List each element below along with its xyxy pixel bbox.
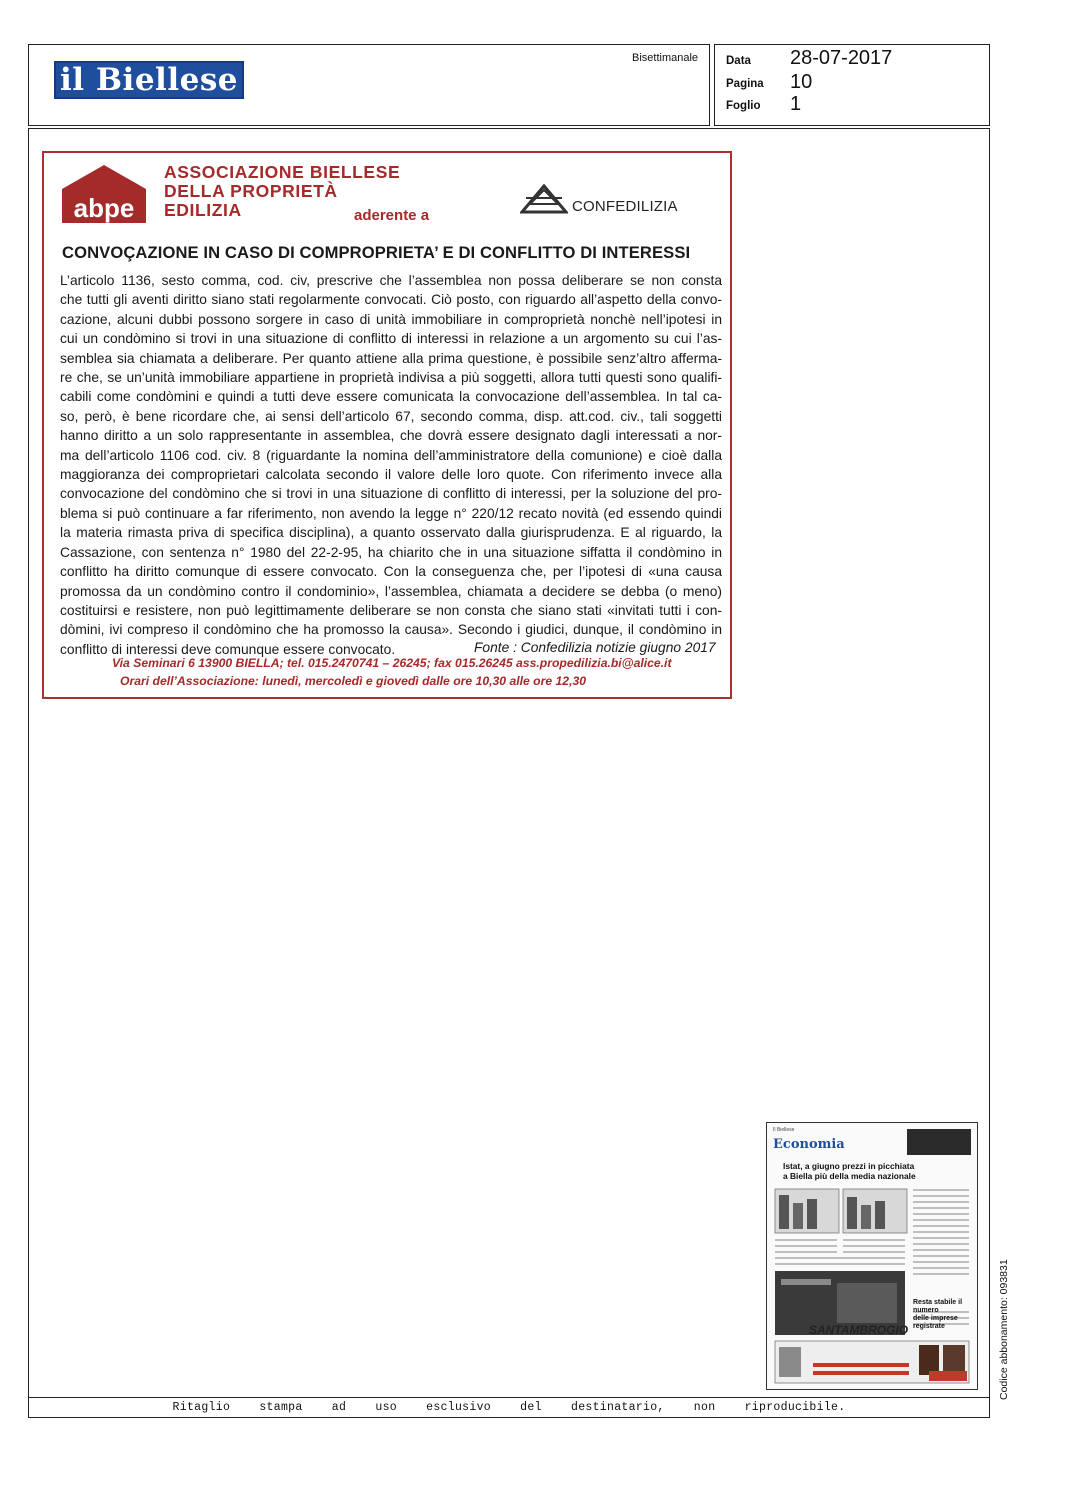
article-line: ma dell’articolo 1106 cod. civ. 8 (riguardante la nomina dell’amministratore della comunione) e cioè dalla	[60, 447, 722, 463]
thumbnail-layout-graphic	[773, 1185, 973, 1385]
article-title: CONVOÇAZIONE IN CASO DI COMPROPRIETA’ E DI CONFLITTO DI INTERESSI	[62, 243, 691, 262]
article-line: conflitto ha diritto comunque di essere convocato. Con la conseguenza che, per l’ipotesi di «una causa	[60, 564, 722, 580]
confedilizia-logo-text: CONFEDILIZIA	[572, 198, 678, 215]
sheet-label: Foglio	[726, 100, 761, 112]
article-line: blema si può continuare a far riferimento, non avendo la legge n° 220/12 recato novità (ed essendo quindi	[60, 505, 722, 521]
footer-divider	[28, 1397, 990, 1398]
article-line: maggioranza dei comproprietari calcolata secondo il valore delle loro quote. Con riferimento invece alla	[60, 467, 722, 483]
newspaper-logo	[54, 61, 244, 99]
newspaper-logo-text: il Biellese	[60, 61, 238, 98]
article-line: costituirsi e resistere, non può legittimamente deliberare se non consta che siano stati «invitati tutti i con-	[60, 602, 722, 618]
thumbnail-ad-brand: SANTAMBROGIO	[809, 1323, 909, 1337]
thumbnail-section-title: Economia	[773, 1137, 845, 1152]
office-hours: Orari dell’Associazione: lunedì, mercoledì e giovedì dalle ore 10,30 alle ore 12,30	[120, 674, 587, 688]
article-body	[60, 271, 722, 659]
article-line: re che, se un’unità immobiliare appartiene in proprietà indivisa a più soggetti, allora tutti questi sono qualifi-	[60, 370, 722, 386]
abpe-logo-text: abpe	[73, 193, 135, 223]
date-label: Data	[726, 55, 751, 67]
article-line: hanno diritto a un solo rappresentante in assemblea, che dovrà essere designato dagli interessati a nor-	[60, 428, 722, 444]
article-line: cazione, alcuni dubbi possono sorgere in caso di unità immobiliare in comproprietà nonchè nell’ipotesi in	[60, 311, 722, 327]
article-source: Fonte : Confedilizia notizie giugno 2017	[474, 640, 716, 655]
thumbnail-top-ad	[907, 1129, 971, 1155]
article-line: L’articolo 1136, sesto comma, cod. civ, prescrive che l’assemblea non possa deliberare se non consta	[60, 273, 722, 288]
thumbnail-masthead: Il Biellese	[773, 1127, 795, 1133]
thumbnail-side-title-line: Resta stabile il numero	[913, 1299, 963, 1314]
article-line: Cassazione, con sentenza n° 1980 del 22-2-95, ha chiarito che in una situazione siffatta il condòmino in	[60, 544, 722, 560]
abpe-logo-icon	[60, 163, 148, 225]
article-line: dòmini, ivi compreso il condòmino che ha promosso la causa». Secondo i giudici, dunque, il condòmino in	[60, 622, 722, 638]
association-name-line: EDILIZIA	[164, 200, 242, 220]
contact-info: Via Seminari 6 13900 BIELLA; tel. 015.2470741 – 26245; fax 015.26245 ass.propedilizia.bi@alice.it	[112, 656, 672, 670]
page-value: 10	[790, 71, 813, 93]
article-line: che tutti gli aventi diritto siano stati regolarmente convocati. Ciò posto, con riguardo all’aspetto della convo-	[60, 292, 722, 308]
thumbnail-headline-line: a Biella più della media nazionale	[783, 1171, 916, 1181]
article-line: conflitto di interessi deve comunque essere convocato.	[60, 641, 396, 657]
association-name-line: DELLA PROPRIETÀ	[164, 181, 338, 201]
article-line: convocazione del condòmino che si trovi in una situazione di conflitto di interessi, per la soluzione del pro-	[60, 486, 722, 502]
subscription-code: Codice abbonamento: 093831	[998, 1259, 1010, 1400]
affiliation-label: aderente a	[354, 207, 430, 224]
confedilizia-logo-icon	[520, 180, 568, 214]
article-line: semblea sia chiamata a deliberare. Per quanto attiene alla prima questione, è possibile senz’altro afferma-	[60, 350, 722, 366]
association-name-line: ASSOCIAZIONE BIELLESE	[164, 162, 401, 182]
thumbnail-side-title	[913, 1299, 977, 1331]
article-line: la materia rimasta priva di specifica disciplina), a quanto osservato dalla giurisprudenza. E al riguardo, la	[60, 525, 722, 541]
article-line: so, però, è bene ricordare che, ai sensi dell’articolo 67, secondo comma, disp. att.cod. civ., tali soggetti	[60, 408, 722, 424]
thumbnail-side-title-line: delle imprese registrate	[913, 1315, 958, 1330]
sheet-value: 1	[790, 93, 802, 115]
date-value: 28-07-2017	[790, 47, 893, 69]
periodicity-label: Bisettimanale	[632, 52, 699, 64]
page-thumbnail	[766, 1122, 978, 1390]
thumbnail-headline	[783, 1161, 916, 1181]
footer-notice: Ritaglio stampa ad uso esclusivo del destinatario, non riproducibile.	[172, 1401, 846, 1414]
page-label: Pagina	[726, 78, 764, 90]
article-line: promossa da un condòmino contro il condominio», l’assemblea, chiamata a decidere se debba (o meno)	[60, 583, 722, 599]
article-line: cui un condòmino si trovi in una situazione di conflitto di interessi in relazione a un argomento su cui l’as-	[60, 331, 722, 347]
thumbnail-headline-line: Istat, a giugno prezzi in picchiata	[783, 1161, 915, 1171]
article-line: cabili come condòmini e quindi a tutti deve essere comunicata la convocazione dell’assemblea. In tal ca-	[60, 389, 722, 405]
